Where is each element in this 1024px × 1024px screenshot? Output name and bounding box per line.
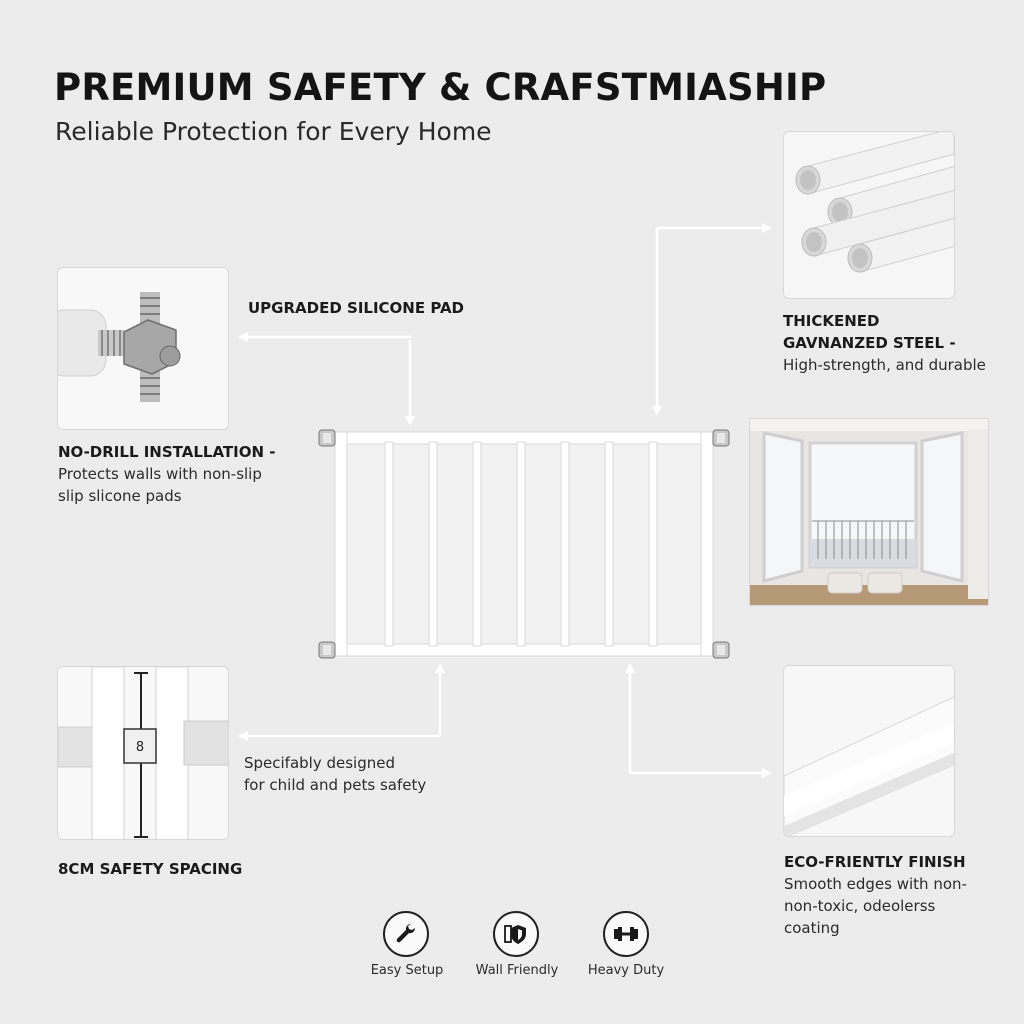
finish-line3: coating (784, 919, 840, 937)
arrow-silicone-pad (240, 337, 410, 338)
spacing-measure-icon (58, 667, 229, 840)
spacing-image (57, 666, 229, 840)
no-drill-line1: Protects walls with non-slip (58, 465, 262, 483)
silicone-pad-title: UPGRADED SILICONE PAD (248, 299, 464, 317)
room-photo (749, 418, 989, 606)
shield-icon (493, 911, 539, 957)
badge-wall-friendly (493, 911, 539, 957)
badge-heavy-duty-label: Heavy Duty (587, 963, 665, 978)
finish-title: ECO-FRIENTLY FINISH (784, 853, 966, 871)
bolt-icon (58, 268, 229, 430)
finish-block (784, 851, 967, 939)
badge-wall-friendly-label: Wall Friendly (475, 963, 559, 978)
child-safety-line2: for child and pets safety (244, 776, 427, 794)
dumbbell-icon (603, 911, 649, 957)
steel-title-line1: THICKENED (783, 312, 880, 330)
steel-title-line2: GAVNANZED STEEL - (783, 334, 956, 352)
badge-heavy-duty (603, 911, 649, 957)
badge-easy-setup-label: Easy Setup (370, 963, 444, 978)
rod-icon (784, 666, 955, 837)
no-drill-block (58, 441, 275, 507)
safety-gate (315, 422, 735, 668)
wrench-icon (383, 911, 429, 957)
svg-text:8: 8 (135, 740, 145, 755)
page-title: PREMIUM SAFETY & CRAFSTMIASHIP (54, 66, 827, 109)
steel-tubes-image (783, 131, 955, 299)
child-safety-line1: Specifably designed (244, 754, 396, 772)
badge-easy-setup (383, 911, 429, 957)
steel-description: High-strength, and durable (783, 356, 986, 374)
finish-rod-image (783, 665, 955, 837)
bolt-pad-image (57, 267, 229, 430)
page-subtitle: Reliable Protection for Every Home (55, 117, 492, 146)
spacing-title: 8CM SAFETY SPACING (58, 860, 243, 878)
no-drill-title: NO-DRILL INSTALLATION - (58, 443, 276, 461)
room-window-illustration (750, 419, 989, 606)
finish-line2: non-toxic, odeolerss (784, 897, 936, 915)
no-drill-line2: slip slicone pads (58, 487, 182, 505)
steel-block (783, 310, 986, 376)
steel-tubes-icon (784, 132, 955, 299)
finish-line1: Smooth edges with non- (784, 875, 967, 893)
child-safety-block (244, 752, 426, 796)
